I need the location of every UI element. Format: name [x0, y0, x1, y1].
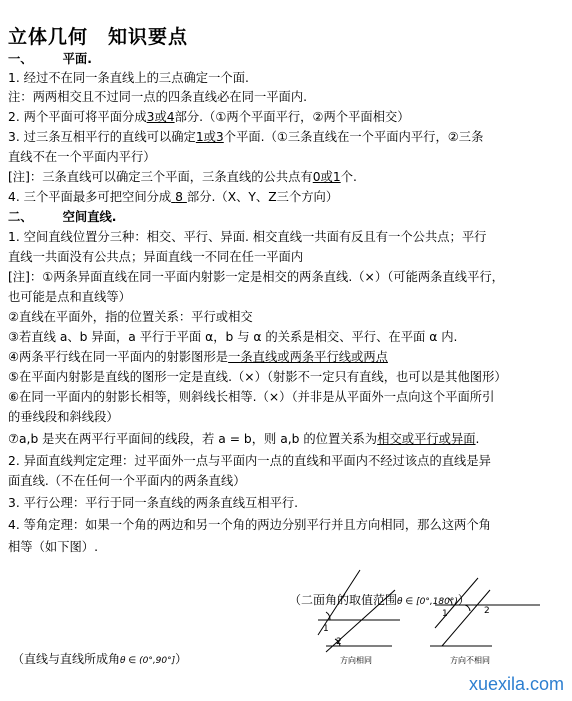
text-line: 3. 过三条互相平行的直线可以确定1或3个平面.（①三条直线在一个平面内平行，②三条	[8, 130, 484, 144]
fig2-angle-2-label: 2	[484, 606, 490, 616]
page-title: 立体几何 知识要点	[8, 26, 189, 48]
text-line: 的垂线段和斜线段）	[8, 410, 119, 424]
fig1-angle-2-label: 2	[336, 637, 342, 647]
text-line: 直线一共面没有公共点；异面直线一不同在任一平面内	[8, 250, 304, 264]
section-title: 空间直线.	[62, 210, 117, 224]
text-line: 1. 经过不在同一条直线上的三点确定一个面.	[8, 71, 249, 85]
text-line: ⑥在同一平面内的射影长相等，则斜线长相等.（×）（并非是从平面外一点向这个平面所引	[8, 390, 495, 404]
text-line: ④两条平行线在同一平面内的射影图形是一条直线或两条平行线或两点	[8, 350, 388, 364]
text-line: [注]：三条直线可以确定三个平面，三条直线的公共点有0或1个.	[8, 170, 357, 184]
section-title: 平面.	[62, 52, 92, 66]
fig1-caption: 方向相同	[340, 656, 372, 665]
text-line: 4. 三个平面最多可把空间分成 8 部分.（X、Y、Z三个方向）	[8, 190, 339, 204]
text-line: [注]：①两条异面直线在同一平面内射影一定是相交的两条直线.（×）（可能两条直线平行，	[8, 270, 504, 284]
fig1-angle-1-label: 1	[323, 624, 329, 634]
underlined-answer: 0或1	[312, 170, 341, 184]
text-line: ⑦a,b 是夹在两平行平面间的线段，若 a = b，则 a,b 的位置关系为相交或平行或异面.	[8, 432, 480, 446]
line-angle-range-label: （直线与直线所成角θ ∈ (0°,90°]）	[12, 652, 188, 666]
text-line: 1. 空间直线位置分三种：相交、平行、异面. 相交直线一共面有反且有一个公共点；平行	[8, 230, 487, 244]
text-line: ②直线在平面外，指的位置关系：平行或相交	[8, 310, 253, 324]
section-number: 二、	[8, 210, 33, 224]
text-line: 直线不在一个平面内平行）	[8, 150, 156, 164]
text-line: 相等（如下图）.	[8, 540, 98, 554]
text-line: 2. 两个平面可将平面分成3或4部分.（①两个平面平行，②两个平面相交）	[8, 110, 410, 124]
fig2-angle-1-label: 1	[442, 609, 448, 619]
dihedral-range-formula: θ ∈ [0°,180°)	[397, 597, 458, 607]
text-line: 4. 等角定理：如果一个角的两边和另一个角的两边分别平行并且方向相同，那么这两个角	[8, 518, 491, 532]
text-line: 面直线.（不在任何一个平面内的两条直线）	[8, 474, 246, 488]
section-heading-plane	[8, 52, 92, 66]
text-line: 也可能是点和直线等）	[8, 290, 131, 304]
section-number: 一、	[8, 52, 33, 66]
text-line: 注：两两相交且不过同一点的四条直线必在同一平面内.	[8, 90, 308, 104]
underlined-answer: 8	[175, 190, 183, 204]
section-heading-line	[8, 210, 116, 224]
fig2-caption: 方向不相同	[450, 656, 490, 665]
underlined-answer: 1或3	[195, 130, 224, 144]
dihedral-range-label: （二面角的取值范围θ ∈ [0°,180°)）	[289, 593, 470, 607]
underlined-answer: 一条直线或两条平行线或两点	[228, 350, 388, 364]
underlined-answer: 3或4	[146, 110, 175, 124]
text-line: ⑤在平面内射影是直线的图形一定是直线.（×）（射影不一定只有直线，也可以是其他图形）	[8, 370, 507, 384]
underlined-answer: 相交或平行或异面	[377, 432, 476, 446]
text-line: 3. 平行公理：平行于同一条直线的两条直线互相平行.	[8, 496, 299, 510]
watermark: xuexila.com	[468, 674, 564, 694]
text-line: ③若直线 a、b 异面，a 平行于平面 α，b 与 α 的关系是相交、平行、在平面 α 内.	[8, 330, 458, 344]
figure-same-direction	[318, 570, 400, 652]
text-line: 2. 异面直线判定定理：过平面外一点与平面内一点的直线和平面内不经过该点的直线是异	[8, 454, 491, 468]
line-angle-range-formula: θ ∈ (0°,90°]	[120, 656, 176, 666]
